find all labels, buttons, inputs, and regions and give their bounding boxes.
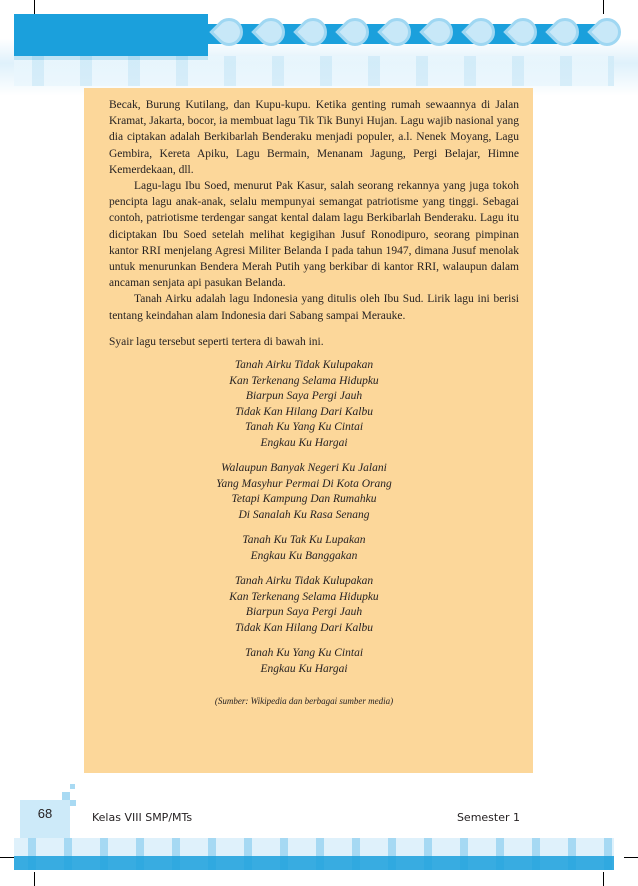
poem-line: Tanah Airku Tidak Kulupakan (234, 359, 374, 372)
book-title: Kelas VIII SMP/MTs (92, 811, 193, 824)
crop-mark (0, 857, 14, 858)
pixel-ornament (70, 784, 75, 789)
poem-intro: Syair lagu tersebut seperti tertera di bawah ini. (109, 335, 324, 348)
poem-stanza (89, 574, 519, 636)
poem-line: Engkau Ku Hargai (260, 662, 348, 675)
poem-line: Biarpun Saya Pergi Jauh (245, 606, 363, 619)
pixel-ornament (70, 800, 76, 806)
poem-stanza (89, 461, 519, 523)
poem-line: Engkau Ku Hargai (260, 436, 348, 449)
poem-line: Tidak Kan Hilang Dari Kalbu (234, 621, 374, 634)
poem-line: Walaupun Banyak Negeri Ku Jalani (221, 462, 387, 475)
header-wave-pattern (14, 56, 614, 86)
poem (89, 358, 519, 677)
page-number: 68 (37, 806, 53, 821)
source-citation: (Sumber: Wikipedia dan berbagai sumber media) (214, 696, 394, 707)
header-blue-tab (14, 14, 208, 60)
poem-stanza (89, 358, 519, 451)
paragraph-3: Tanah Airku adalah lagu Indonesia yang ditulis oleh Ibu Sud. Lirik lagu ini berisi tentang keindahan alam Indonesia dari Sabang sampai Merauke. (109, 293, 519, 322)
poem-line: Tanah Ku Tak Ku Lupakan (242, 534, 366, 547)
poem-line: Kan Terkenang Selama Hidupku (229, 374, 379, 387)
poem-stanza (89, 646, 519, 677)
poem-line: Engkau Ku Banggakan (250, 549, 358, 562)
poem-stanza (89, 533, 519, 564)
paragraph-1: Becak, Burung Kutilang, dan Kupu-kupu. Ketika genting rumah sewaannya di Jalan Kramat, Jakarta, bocor, ia membuat lagu Tik Tik Bunyi Hujan. Lagu wajib nasional yang dia ciptakan adalah Berkibarlah Benderaku menjadi populer, a.l. Nenek Moyang, Lagu Gembira, Kereta Apiku, Lagu Bermain, Menanam Jagung, Pergi Belajar, Himne Kemerdekaan, dll. (109, 99, 519, 176)
poem-line: Tanah Ku Yang Ku Cintai (244, 421, 364, 434)
crop-mark (34, 0, 35, 14)
poem-line: Biarpun Saya Pergi Jauh (245, 390, 363, 403)
crop-mark (603, 872, 604, 886)
poem-line: Tidak Kan Hilang Dari Kalbu (234, 405, 374, 418)
footer-blue-strip (14, 856, 614, 870)
poem-line: Tetapi Kampung Dan Rumahku (231, 493, 377, 506)
pixel-ornament (62, 792, 70, 800)
poem-line: Kan Terkenang Selama Hidupku (229, 590, 379, 603)
crop-mark (34, 872, 35, 886)
poem-line: Tanah Ku Yang Ku Cintai (244, 647, 364, 660)
crop-mark (603, 0, 604, 14)
crop-mark (624, 857, 638, 858)
poem-line: Di Sanalah Ku Rasa Senang (238, 508, 370, 521)
poem-line: Yang Masyhur Permai Di Kota Orang (216, 477, 392, 490)
poem-line: Tanah Airku Tidak Kulupakan (234, 575, 374, 588)
paragraph-2: Lagu-lagu Ibu Soed, menurut Pak Kasur, salah seorang rekannya yang juga tokoh pencipta lagu anak-anak, selalu mempunyai semangat patriotisme yang tinggi. Sebagai contoh, patriotisme terdengar sangat kental dalam lagu Berkibarlah Benderaku. Lagu itu diciptakan Ibu Soed setelah melihat kegigihan Jusuf Ronodipuro, seorang pimpinan kantor RRI menjelang Agresi Militer Belanda I pada tahun 1947, dimana Jusuf menolak untuk menurunkan Bendera Merah Putih yang berkibar di kantor RRI, walaupun dalam ancaman senjata api pasukan Belanda. (109, 180, 519, 290)
semester-label: Semester 1 (456, 811, 520, 824)
header-ornament (205, 14, 625, 54)
content-box (84, 88, 533, 773)
